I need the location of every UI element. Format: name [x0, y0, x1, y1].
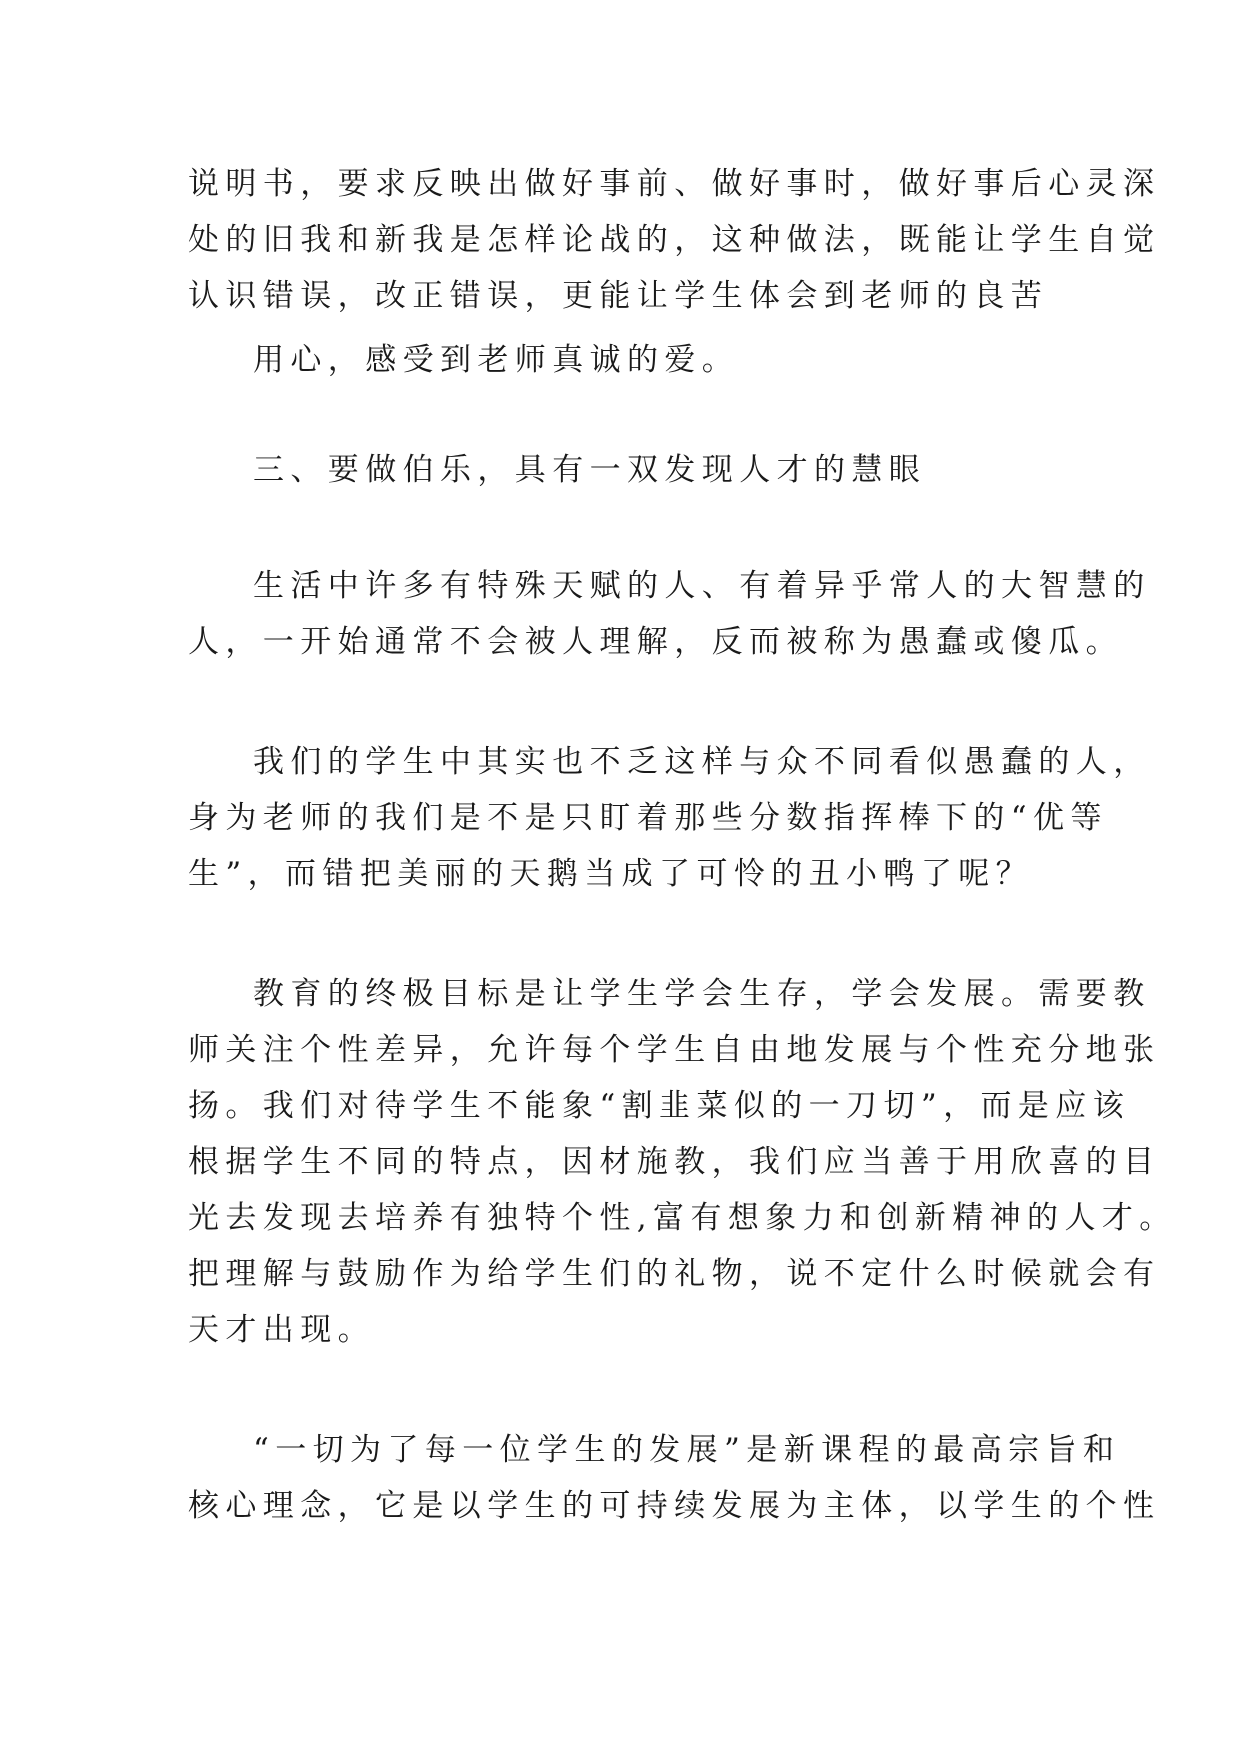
paragraph-1-line-3: 认识错误，改正错误，更能让学生体会到老师的良苦 — [188, 278, 1049, 314]
paragraph-1-line-2: 处的旧我和新我是怎样论战的，这种做法，既能让学生自觉 — [188, 222, 1161, 258]
section-heading-3: 三、要做伯乐，具有一双发现人才的慧眼 — [253, 452, 927, 488]
paragraph-4-line-1: 我们的学生中其实也不乏这样与众不同看似愚蠢的人， — [253, 744, 1151, 780]
paragraph-2-line-1: 用心，感受到老师真诚的爱。 — [253, 342, 740, 378]
paragraph-5-line-5: 光去发现去培养有独特个性,富有想象力和创新精神的人才。 — [188, 1200, 1177, 1236]
paragraph-5-line-2: 师关注个性差异，允许每个学生自由地发展与个性充分地张 — [188, 1032, 1161, 1068]
paragraph-4-line-3: 生”，而错把美丽的天鹅当成了可怜的丑小鸭了呢？ — [188, 856, 1034, 892]
paragraph-5-line-7: 天才出现。 — [188, 1312, 375, 1348]
paragraph-5-line-4: 根据学生不同的特点，因材施教，我们应当善于用欣喜的目 — [188, 1144, 1161, 1180]
paragraph-5-line-1: 教育的终极目标是让学生学会生存，学会发展。需要教 — [253, 976, 1151, 1012]
paragraph-6-line-2: 核心理念，它是以学生的可持续发展为主体，以学生的个性 — [188, 1488, 1161, 1524]
paragraph-5-line-6: 把理解与鼓励作为给学生们的礼物，说不定什么时候就会有 — [188, 1256, 1161, 1292]
paragraph-4-line-2: 身为老师的我们是不是只盯着那些分数指挥棒下的“优等 — [188, 800, 1108, 836]
paragraph-6-line-1: “一切为了每一位学生的发展”是新课程的最高宗旨和 — [253, 1432, 1121, 1468]
paragraph-3-line-1: 生活中许多有特殊天赋的人、有着异乎常人的大智慧的 — [253, 568, 1151, 604]
paragraph-3-line-2: 人，一开始通常不会被人理解，反而被称为愚蠢或傻瓜。 — [188, 624, 1123, 660]
paragraph-1-line-1: 说明书，要求反映出做好事前、做好事时，做好事后心灵深 — [188, 166, 1161, 202]
paragraph-5-line-3: 扬。我们对待学生不能象“割韭菜似的一刀切”，而是应该 — [188, 1088, 1131, 1124]
